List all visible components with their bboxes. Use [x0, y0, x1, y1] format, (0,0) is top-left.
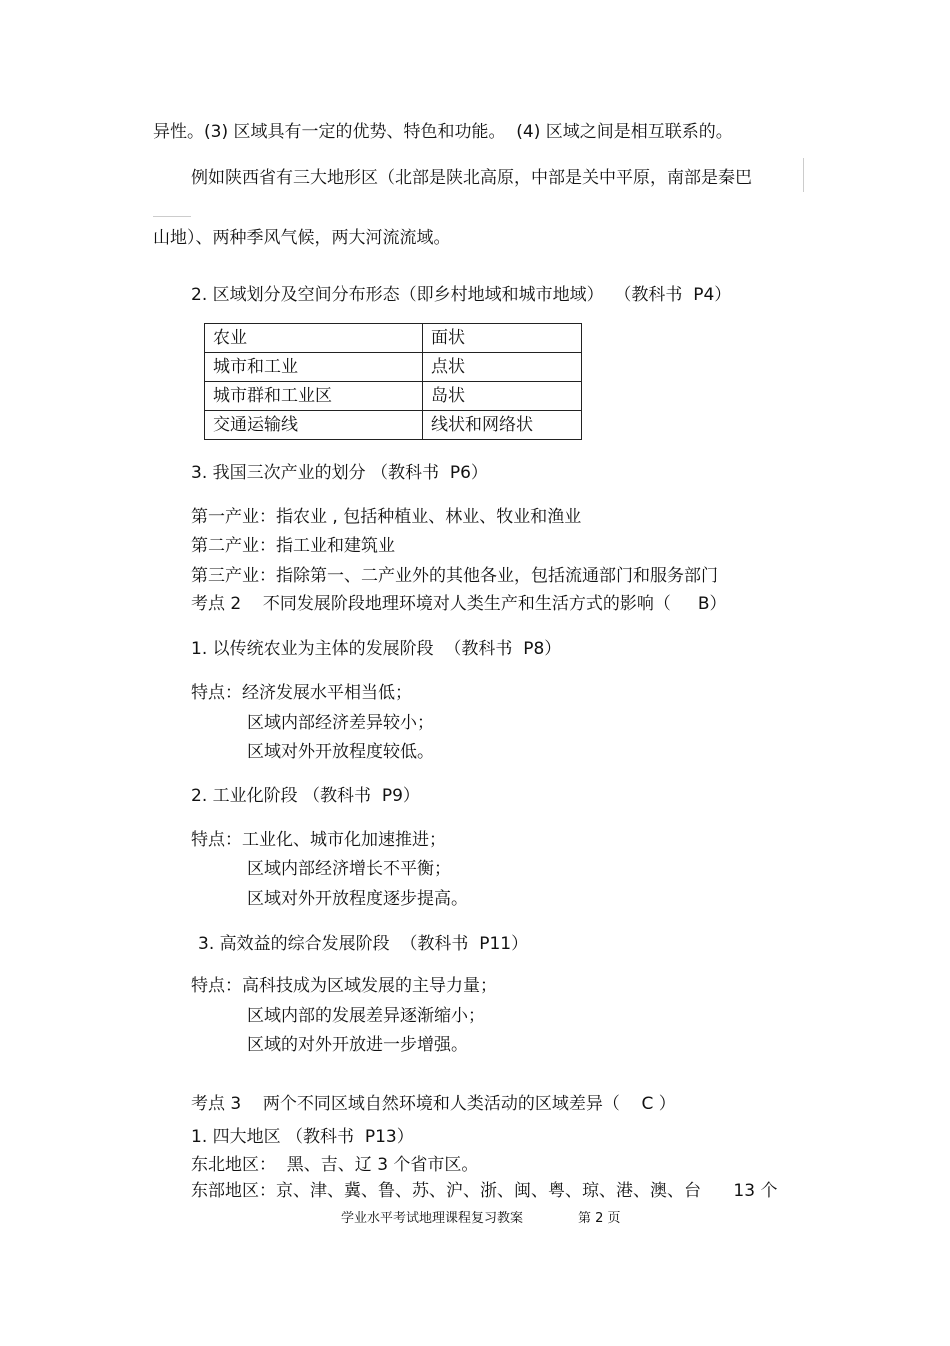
stage-3-feature-2: 区域内部的发展差异逐渐缩小； — [247, 1006, 485, 1026]
stage-1-feature-2: 区域内部经济差异较小； — [247, 713, 434, 733]
primary-industry-line: 第一产业：指农业 , 包括种植业、林业、牧业和渔业 — [191, 507, 582, 527]
stage-3-feature-3: 区域的对外开放进一步增强。 — [247, 1035, 468, 1055]
table-row — [205, 382, 582, 411]
paragraph-line-2: 例如陕西省有三大地形区（北部是陕北高原，中部是关中平原，南部是秦巴 — [191, 168, 752, 188]
stage-2-heading: 2. 工业化阶段 （教科书 P9） — [191, 786, 420, 806]
table-cell: 面状 — [423, 324, 582, 353]
table-row — [205, 353, 582, 382]
table-cell: 城市群和工业区 — [205, 382, 423, 411]
paragraph-line-1: 异性。(3) 区域具有一定的优势、特色和功能。 (4) 区域之间是相互联系的。 — [153, 122, 733, 142]
stage-2-feature-3: 区域对外开放程度逐步提高。 — [247, 889, 468, 909]
kaodian-2-heading: 考点 2 不同发展阶段地理环境对人类生产和生活方式的影响（ B） — [191, 594, 727, 614]
table-cell: 线状和网络状 — [423, 411, 582, 440]
stage-3-feature-1: 特点：高科技成为区域发展的主导力量； — [191, 976, 497, 996]
secondary-industry-line: 第二产业：指工业和建筑业 — [191, 536, 395, 556]
table-row — [205, 411, 582, 440]
margin-mark-right — [803, 158, 804, 192]
stage-1-feature-1: 特点：经济发展水平相当低； — [191, 683, 412, 703]
east-region-line: 东部地区：京、津、冀、鲁、苏、沪、浙、闽、粤、琼、港、澳、台 13 个 — [191, 1181, 778, 1201]
stage-1-feature-3: 区域对外开放程度较低。 — [247, 742, 434, 762]
northeast-region-line: 东北地区： 黑、吉、辽 3 个省市区。 — [191, 1155, 479, 1175]
stage-2-feature-2: 区域内部经济增长不平衡； — [247, 859, 451, 879]
section-2-heading: 2. 区域划分及空间分布形态（即乡村地域和城市地域） （教科书 P4） — [191, 285, 732, 305]
table-cell: 岛状 — [423, 382, 582, 411]
footer-page-number: 第 2 页 — [578, 1211, 621, 1226]
table-cell: 城市和工业 — [205, 353, 423, 382]
four-regions-heading: 1. 四大地区 （教科书 P13） — [191, 1127, 414, 1147]
stage-2-feature-1: 特点：工业化、城市化加速推进； — [191, 830, 446, 850]
region-distribution-table — [204, 323, 582, 440]
table-row — [205, 324, 582, 353]
table-cell: 交通运输线 — [205, 411, 423, 440]
paragraph-line-3: 山地）、两种季风气候，两大河流流域。 — [153, 228, 451, 248]
section-3-heading: 3. 我国三次产业的划分 （教科书 P6） — [191, 463, 488, 483]
stage-3-heading: 3. 高效益的综合发展阶段 （教科书 P11） — [198, 934, 529, 954]
stage-1-heading: 1. 以传统农业为主体的发展阶段 （教科书 P8） — [191, 639, 562, 659]
table-cell: 点状 — [423, 353, 582, 382]
margin-mark-left — [153, 216, 191, 217]
kaodian-3-heading: 考点 3 两个不同区域自然环境和人类活动的区域差异（ C ） — [191, 1094, 676, 1114]
table-cell: 农业 — [205, 324, 423, 353]
footer-title: 学业水平考试地理课程复习教案 — [341, 1211, 524, 1226]
tertiary-industry-line: 第三产业：指除第一、二产业外的其他各业，包括流通部门和服务部门 — [191, 566, 718, 586]
